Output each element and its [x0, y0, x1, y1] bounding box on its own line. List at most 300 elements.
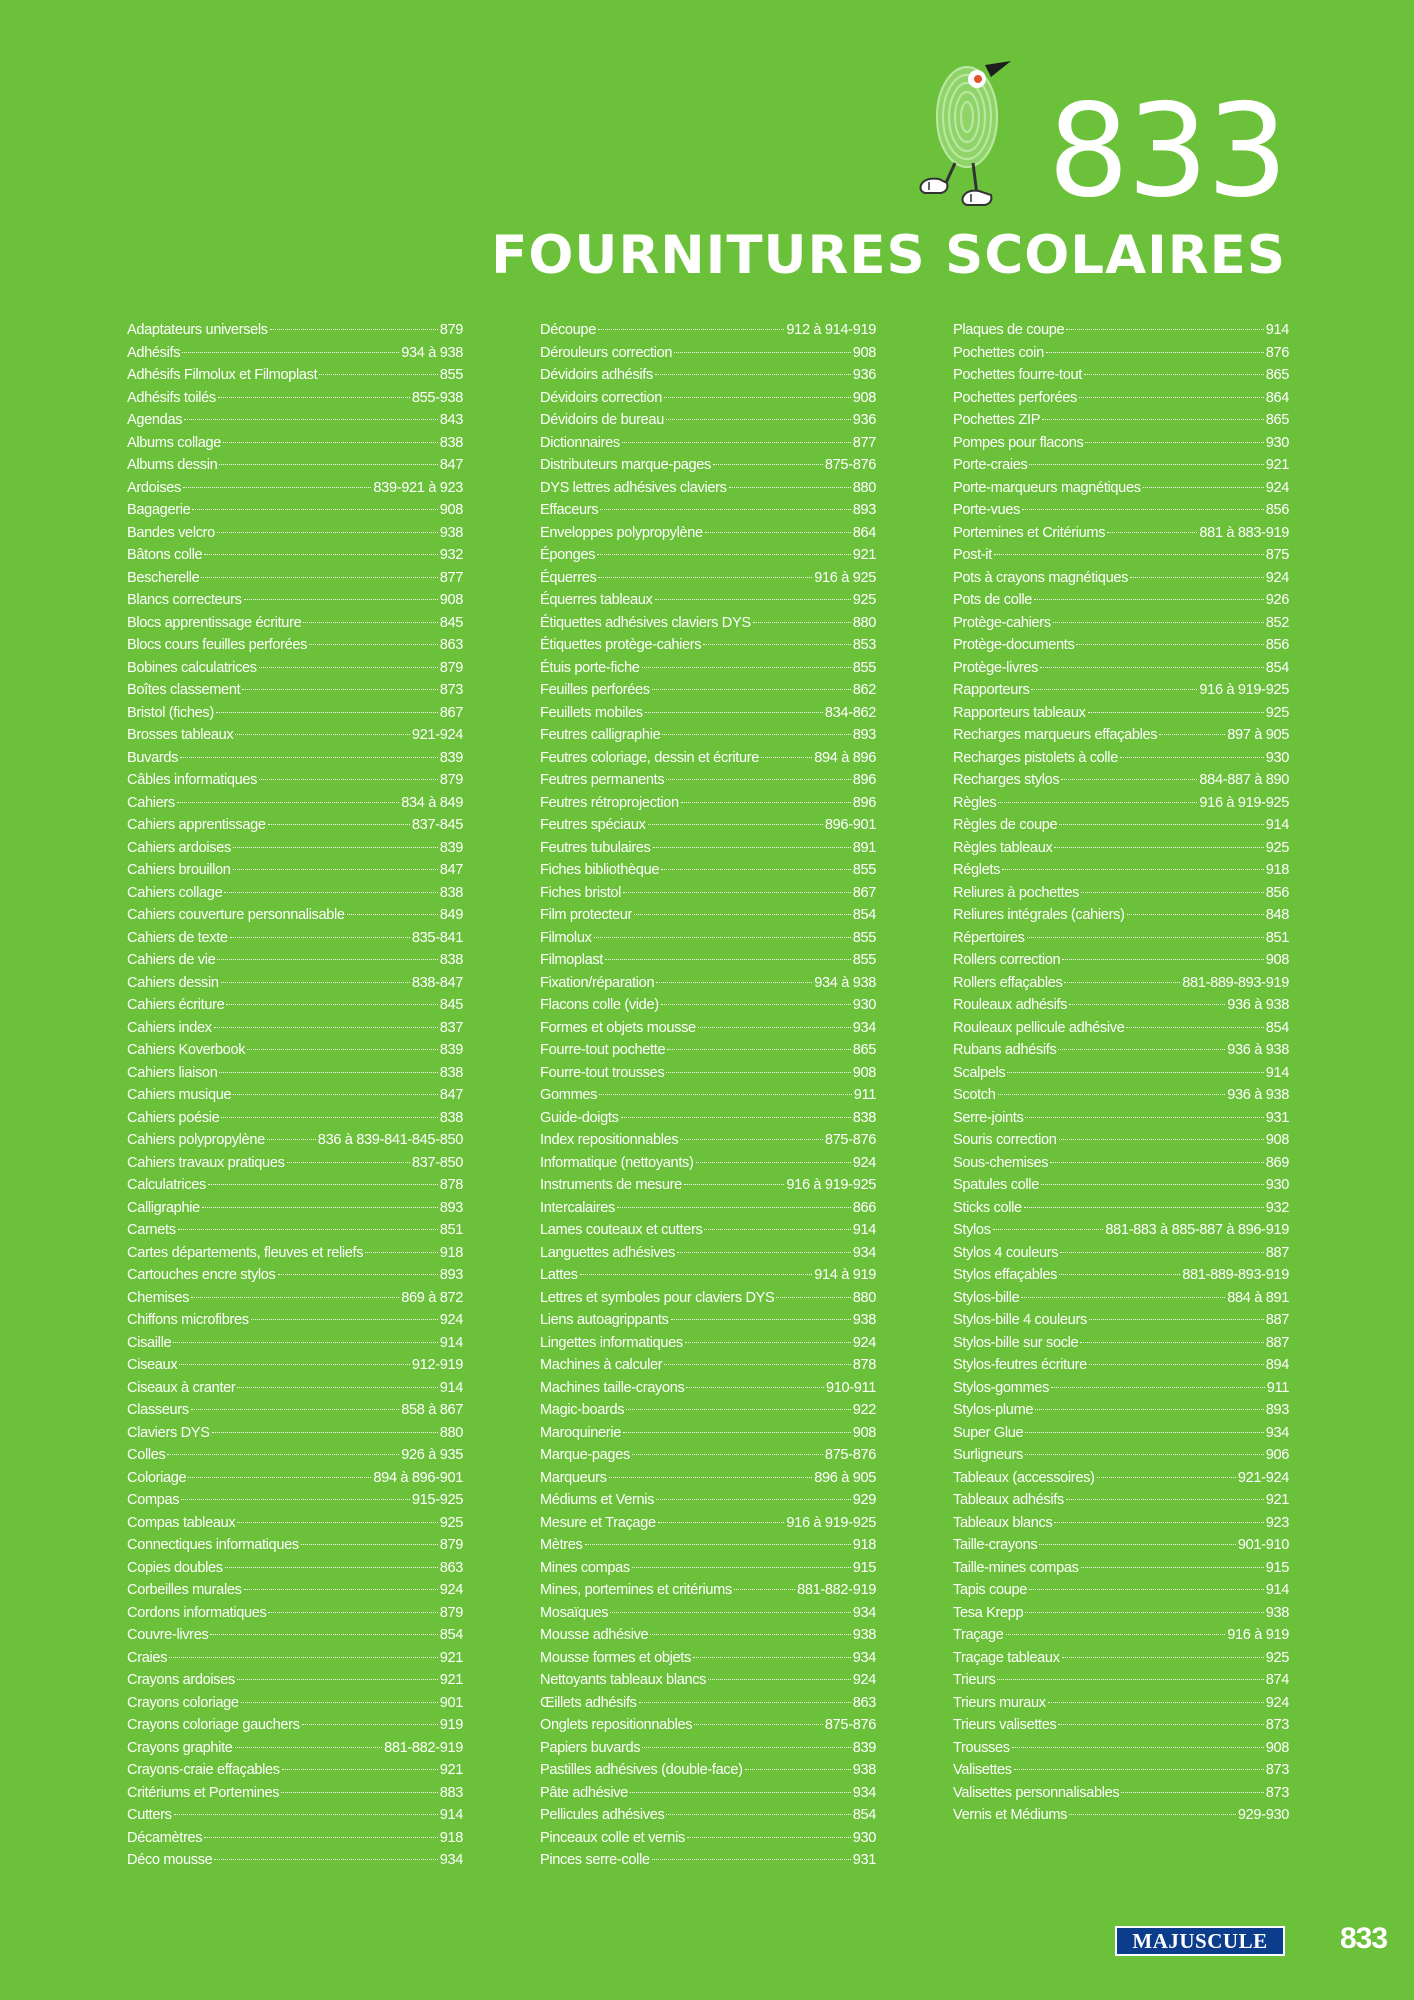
- dot-leader: [244, 1589, 438, 1590]
- index-entry-pages: 847: [439, 862, 463, 878]
- dot-leader: [191, 1409, 399, 1410]
- index-entry-label: Recharges pistolets à colle: [953, 749, 1118, 766]
- index-entry-pages: 852: [1265, 614, 1289, 631]
- index-entry: [953, 1467, 1289, 1490]
- index-entry: [540, 1512, 876, 1535]
- index-entry-label: Fiches bibliothèque: [540, 862, 660, 878]
- dot-leader: [1034, 599, 1264, 600]
- index-entry-pages: 838: [439, 952, 463, 968]
- index-entry-label: Ardoises: [127, 479, 181, 496]
- index-entry: [127, 972, 463, 995]
- index-entry-label: Cahiers écriture: [127, 997, 225, 1013]
- index-entry: [953, 837, 1289, 860]
- index-entry-pages: 916 à 919-925: [786, 1514, 876, 1531]
- dot-leader: [622, 442, 851, 443]
- index-entry: [540, 927, 876, 950]
- index-entry-label: Cahiers poésie: [127, 1109, 220, 1126]
- index-entry: [540, 1264, 876, 1287]
- dot-leader: [303, 622, 437, 623]
- index-entry-pages: 834 à 849: [401, 794, 463, 811]
- index-entry: [540, 1489, 876, 1512]
- index-entry-label: Lames couteaux et cutters: [540, 1222, 703, 1238]
- dot-leader: [214, 1859, 437, 1860]
- index-entry-label: Tapis coupe: [953, 1582, 1028, 1598]
- index-entry-label: Colles: [127, 1447, 166, 1463]
- index-entry: [127, 387, 463, 410]
- index-entry: [953, 1489, 1289, 1512]
- dot-leader: [235, 734, 410, 735]
- dot-leader: [1042, 419, 1264, 420]
- dot-leader: [708, 1679, 851, 1680]
- index-entry-pages: 915: [1265, 1559, 1289, 1576]
- index-entry: [540, 702, 876, 725]
- index-entry: [540, 1669, 876, 1692]
- dot-leader: [597, 554, 851, 555]
- dot-leader: [184, 419, 438, 420]
- index-entry-label: Feutres tubulaires: [540, 839, 651, 856]
- fingerprint-bird-mascot-icon: [915, 55, 1025, 215]
- dot-leader: [179, 1364, 410, 1365]
- index-entry-label: Trieurs: [953, 1672, 996, 1688]
- dot-leader: [1085, 442, 1263, 443]
- dot-leader: [202, 1207, 438, 1208]
- dot-leader: [365, 1252, 438, 1253]
- dot-leader: [221, 982, 410, 983]
- index-entry-label: Cisaille: [127, 1334, 172, 1351]
- index-entry: [953, 1062, 1289, 1085]
- index-entry-pages: 912 à 914-919: [786, 322, 876, 338]
- dot-leader: [664, 397, 851, 398]
- index-entry-label: Valisettes: [953, 1762, 1012, 1778]
- index-entry-pages: 887: [1265, 1244, 1289, 1261]
- dot-leader: [1029, 464, 1263, 465]
- index-entry-pages: 855: [439, 367, 463, 383]
- index-entry-pages: 854: [852, 1807, 876, 1823]
- brand-logo: MAJUSCULE: [1115, 1926, 1285, 1956]
- index-entry-label: Index repositionnables: [540, 1132, 679, 1148]
- index-entry: [953, 972, 1289, 995]
- index-entry-pages: 932: [439, 547, 463, 563]
- index-entry: [127, 1624, 463, 1647]
- index-entry-pages: 839-921 à 923: [373, 479, 463, 496]
- index-entry-pages: 878: [852, 1357, 876, 1373]
- dot-leader: [648, 824, 823, 825]
- dot-leader: [1066, 1499, 1264, 1500]
- index-entry: [127, 859, 463, 882]
- dot-leader: [1031, 689, 1197, 690]
- dot-leader: [278, 1274, 438, 1275]
- index-entry-label: Bobines calculatrices: [127, 659, 257, 676]
- dot-leader: [1025, 1612, 1263, 1613]
- index-entry-pages: 921: [439, 1672, 463, 1688]
- index-entry-label: Super Glue: [953, 1424, 1024, 1441]
- dot-leader: [188, 1477, 371, 1478]
- index-entry: [953, 1219, 1289, 1242]
- dot-leader: [621, 1117, 851, 1118]
- dot-leader: [1079, 397, 1264, 398]
- index-entry-pages: 918: [439, 1244, 463, 1261]
- index-entry-pages: 865: [852, 1042, 876, 1058]
- index-entry: [127, 1759, 463, 1782]
- index-entry: [953, 319, 1289, 342]
- index-entry-pages: 847: [439, 457, 463, 473]
- index-entry-label: Craies: [127, 1649, 168, 1666]
- index-entry-label: Cahiers polypropylène: [127, 1132, 265, 1148]
- index-entry-label: Pâte adhésive: [540, 1784, 628, 1801]
- index-entry: [540, 364, 876, 387]
- index-entry-label: Coloriage: [127, 1469, 187, 1486]
- index-entry: [127, 1804, 463, 1827]
- index-entry: [127, 1782, 463, 1805]
- index-entry: [127, 1422, 463, 1445]
- dot-leader: [639, 1702, 851, 1703]
- index-entry: [127, 837, 463, 860]
- index-entry: [540, 1152, 876, 1175]
- dot-leader: [235, 1747, 383, 1748]
- index-entry-label: Calculatrices: [127, 1177, 206, 1193]
- index-entry-label: Cahiers collage: [127, 884, 223, 901]
- index-entry: [953, 1287, 1289, 1310]
- dot-leader: [177, 802, 399, 803]
- dot-leader: [270, 329, 438, 330]
- index-entry-label: Lingettes informatiques: [540, 1334, 683, 1351]
- index-entry-label: Mousse adhésive: [540, 1627, 649, 1643]
- index-entry-pages: 911: [853, 1087, 876, 1103]
- dot-leader: [1059, 1274, 1180, 1275]
- index-entry-pages: 925: [1265, 704, 1289, 721]
- index-entry-label: Crayons ardoises: [127, 1672, 235, 1688]
- dot-leader: [761, 757, 812, 758]
- index-entry: [953, 1647, 1289, 1670]
- index-entry-pages: 837-845: [411, 817, 463, 833]
- index-entry-pages: 877: [852, 434, 876, 451]
- index-column: [127, 319, 463, 1879]
- index-entry-pages: 914 à 919: [814, 1267, 876, 1283]
- index-entry-pages: 855: [852, 952, 876, 968]
- index-entry: [127, 882, 463, 905]
- dot-leader: [1088, 712, 1264, 713]
- index-entry-pages: 897 à 905: [1227, 727, 1289, 743]
- index-entry: [127, 994, 463, 1017]
- index-entry-pages: 879: [439, 772, 463, 788]
- index-column: [953, 319, 1289, 1879]
- index-entry-label: Flacons colle (vide): [540, 997, 659, 1013]
- index-entry-label: Règles: [953, 794, 997, 811]
- index-entry-label: Dévidoirs correction: [540, 389, 662, 406]
- dot-leader: [1029, 1589, 1264, 1590]
- index-entry-label: Tableaux blancs: [953, 1514, 1053, 1531]
- dot-leader: [745, 1769, 851, 1770]
- index-entry-pages: 880: [852, 1289, 876, 1306]
- index-entry: [540, 1107, 876, 1130]
- index-entry: [953, 612, 1289, 635]
- index-entry-pages: 938: [852, 1627, 876, 1643]
- dot-leader: [666, 779, 850, 780]
- index-entry-pages: 873: [1265, 1784, 1289, 1801]
- index-entry-pages: 849: [439, 907, 463, 923]
- index-entry: [953, 1557, 1289, 1580]
- dot-leader: [655, 599, 851, 600]
- dot-leader: [680, 1139, 823, 1140]
- index-entry-pages: 931: [1265, 1109, 1289, 1126]
- index-entry-label: Tableaux (accessoires): [953, 1469, 1095, 1486]
- index-entry-pages: 839: [439, 749, 463, 766]
- dot-leader: [632, 1454, 823, 1455]
- dot-leader: [241, 1702, 438, 1703]
- dot-leader: [244, 599, 438, 600]
- index-entry-label: Ciseaux à cranter: [127, 1379, 236, 1396]
- index-entry-label: Recharges stylos: [953, 772, 1060, 788]
- dot-leader: [1035, 1409, 1264, 1410]
- index-entry-pages: 879: [439, 1604, 463, 1621]
- index-entry-pages: 914: [1265, 1582, 1289, 1598]
- dot-leader: [599, 1094, 852, 1095]
- index-entry-pages: 881-882-919: [384, 1739, 463, 1756]
- index-entry-label: Carnets: [127, 1222, 176, 1238]
- index-entry-label: Languettes adhésives: [540, 1244, 675, 1261]
- index-entry: [953, 1737, 1289, 1760]
- dot-leader: [666, 1072, 850, 1073]
- dot-leader: [1006, 1634, 1226, 1635]
- index-entry-label: Crayons coloriage: [127, 1694, 239, 1711]
- index-entry: [540, 724, 876, 747]
- index-entry: [540, 544, 876, 567]
- dot-leader: [656, 1499, 851, 1500]
- dot-leader: [580, 1274, 813, 1275]
- index-entry-pages: 881-889-893-919: [1182, 1267, 1289, 1283]
- index-entry-pages: 921-924: [1237, 1469, 1289, 1486]
- dot-leader: [191, 1297, 399, 1298]
- index-entry-pages: 918: [1265, 862, 1289, 878]
- index-entry-pages: 914: [439, 1379, 463, 1396]
- index-entry-label: Découpe: [540, 322, 596, 338]
- index-entry-pages: 932: [1265, 1199, 1289, 1216]
- index-entry-label: Valisettes personnalisables: [953, 1784, 1120, 1801]
- index-entry-pages: 875-876: [824, 1717, 876, 1733]
- index-entry-pages: 855: [852, 659, 876, 676]
- index-entry-pages: 893: [1265, 1402, 1289, 1418]
- index-entry-pages: 863: [852, 1694, 876, 1711]
- index-entry: [953, 1197, 1289, 1220]
- index-entry-label: DYS lettres adhésives claviers: [540, 479, 727, 496]
- index-entry: [953, 1377, 1289, 1400]
- index-entry-label: Fourre-tout pochette: [540, 1042, 666, 1058]
- index-entry-label: Pots de colle: [953, 592, 1033, 608]
- index-entry-pages: 916 à 919-925: [786, 1177, 876, 1193]
- index-entry-label: Cahiers couverture personnalisable: [127, 907, 345, 923]
- index-entry-pages: 921: [439, 1762, 463, 1778]
- dot-leader: [1051, 1387, 1265, 1388]
- index-entry-label: Cahiers Koverbook: [127, 1042, 246, 1058]
- index-entry: [540, 409, 876, 432]
- index-entry-pages: 934: [439, 1852, 463, 1868]
- index-entry: [540, 1242, 876, 1265]
- dot-leader: [642, 667, 851, 668]
- index-entry-pages: 908: [1265, 1739, 1289, 1756]
- index-entry-pages: 838-847: [411, 974, 463, 991]
- index-entry: [540, 454, 876, 477]
- dot-leader: [1059, 1139, 1264, 1140]
- index-entry: [127, 1579, 463, 1602]
- index-entry-label: Blocs cours feuilles perforées: [127, 637, 308, 653]
- index-entry-label: Protège-livres: [953, 659, 1039, 676]
- index-entry: [953, 859, 1289, 882]
- index-entry-pages: 934: [852, 1244, 876, 1261]
- index-entry-pages: 934: [1265, 1424, 1289, 1441]
- dot-leader: [661, 869, 851, 870]
- index-entry: [540, 1399, 876, 1422]
- index-entry-label: Rollers correction: [953, 952, 1061, 968]
- index-entry-label: Cahiers de texte: [127, 929, 228, 946]
- index-entry: [540, 1827, 876, 1850]
- index-entry-pages: 875-876: [824, 1132, 876, 1148]
- dot-leader: [667, 1049, 850, 1050]
- index-entry-pages: 908: [1265, 1132, 1289, 1148]
- index-entry-pages: 858 à 867: [401, 1402, 463, 1418]
- dot-leader: [204, 1837, 438, 1838]
- index-entry-pages: 934 à 938: [401, 344, 463, 361]
- index-entry-label: Crayons coloriage gauchers: [127, 1717, 300, 1733]
- index-entry-label: Chemises: [127, 1289, 190, 1306]
- index-entry-label: Boîtes classement: [127, 682, 241, 698]
- index-entry-label: Blocs apprentissage écriture: [127, 614, 302, 631]
- index-entry: [953, 634, 1289, 657]
- index-entry: [127, 792, 463, 815]
- index-entry-label: Taille-crayons: [953, 1537, 1038, 1553]
- index-entry-label: Bagagerie: [127, 502, 191, 518]
- index-entry-label: Mines compas: [540, 1559, 630, 1576]
- index-entry-pages: 881-883 à 885-887 à 896-919: [1105, 1222, 1289, 1238]
- dot-leader: [174, 1814, 438, 1815]
- index-entry-pages: 911: [1266, 1379, 1289, 1396]
- index-entry-label: Médiums et Vernis: [540, 1492, 655, 1508]
- index-entry: [540, 679, 876, 702]
- index-entry: [540, 1714, 876, 1737]
- index-entry: [953, 724, 1289, 747]
- dot-leader: [1130, 577, 1264, 578]
- dot-leader: [653, 847, 851, 848]
- index-entry-label: Post-it: [953, 547, 992, 563]
- dot-leader: [661, 1004, 851, 1005]
- index-entry-pages: 921: [852, 547, 876, 563]
- index-entry: [540, 432, 876, 455]
- dot-leader: [1081, 1567, 1264, 1568]
- index-entry-pages: 916 à 919: [1227, 1627, 1289, 1643]
- index-entry: [953, 567, 1289, 590]
- dot-leader: [626, 1409, 850, 1410]
- dot-leader: [1059, 824, 1263, 825]
- dot-leader: [1050, 1162, 1263, 1163]
- index-entry-pages: 938: [439, 524, 463, 541]
- index-entry-pages: 838: [852, 1109, 876, 1126]
- dot-leader: [655, 374, 851, 375]
- dot-leader: [687, 1837, 851, 1838]
- index-entry-pages: 908: [852, 1064, 876, 1081]
- dot-leader: [223, 442, 438, 443]
- index-entry-label: Crayons graphite: [127, 1739, 233, 1756]
- index-entry-pages: 921: [1265, 1492, 1289, 1508]
- index-entry-pages: 930: [1265, 1177, 1289, 1193]
- index-entry-pages: 838: [439, 1109, 463, 1126]
- index-entry: [127, 319, 463, 342]
- index-entry-pages: 838: [439, 1064, 463, 1081]
- index-entry-label: Buvards: [127, 749, 179, 766]
- index-entry-pages: 869: [1265, 1154, 1289, 1171]
- index-entry-pages: 893: [439, 1199, 463, 1216]
- index-entry-pages: 893: [852, 727, 876, 743]
- index-entry-pages: 881-882-919: [797, 1582, 876, 1598]
- dot-leader: [237, 1679, 438, 1680]
- dot-leader: [347, 914, 438, 915]
- index-entry-pages: 851: [1265, 929, 1289, 946]
- index-entry-pages: 934: [852, 1649, 876, 1666]
- index-entry-pages: 854: [1265, 659, 1289, 676]
- index-entry-pages: 906: [1265, 1447, 1289, 1463]
- index-entry-pages: 864: [1265, 389, 1289, 406]
- dot-leader: [214, 1027, 438, 1028]
- index-entry: [953, 364, 1289, 387]
- index-entry: [540, 387, 876, 410]
- index-entry-label: Décamètres: [127, 1829, 203, 1846]
- index-entry: [540, 657, 876, 680]
- index-entry-pages: 914: [1265, 1064, 1289, 1081]
- index-entry: [953, 1692, 1289, 1715]
- index-entry-pages: 925: [439, 1514, 463, 1531]
- dot-leader: [598, 329, 784, 330]
- index-entry-label: Serre-joints: [953, 1109, 1024, 1126]
- index-entry-pages: 914: [1265, 322, 1289, 338]
- index-entry-pages: 936: [852, 367, 876, 383]
- index-entry-label: Adaptateurs universels: [127, 322, 268, 338]
- index-entry: [127, 657, 463, 680]
- index-entry-pages: 896: [852, 794, 876, 811]
- index-entry-pages: 880: [852, 479, 876, 496]
- dot-leader: [169, 1657, 438, 1658]
- index-entry-label: Sous-chemises: [953, 1154, 1049, 1171]
- dot-leader: [1053, 622, 1264, 623]
- dot-leader: [1048, 1702, 1264, 1703]
- index-entry-label: Pochettes coin: [953, 344, 1044, 361]
- dot-leader: [224, 892, 437, 893]
- index-entry: [127, 634, 463, 657]
- index-entry: [540, 1444, 876, 1467]
- index-entry: [540, 904, 876, 927]
- index-entry: [127, 949, 463, 972]
- index-entry-pages: 855: [852, 929, 876, 946]
- index-entry: [540, 342, 876, 365]
- index-entry-label: Blancs correcteurs: [127, 592, 242, 608]
- index-entry: [953, 1669, 1289, 1692]
- index-entry-label: Lattes: [540, 1267, 578, 1283]
- dot-leader: [1069, 1814, 1236, 1815]
- index-entry-pages: 901: [439, 1694, 463, 1711]
- index-entry: [953, 1084, 1289, 1107]
- dot-leader: [1002, 869, 1264, 870]
- dot-leader: [658, 1522, 785, 1523]
- dot-leader: [267, 1139, 316, 1140]
- dot-leader: [703, 644, 850, 645]
- index-entry-pages: 908: [852, 344, 876, 361]
- index-entry: [953, 1714, 1289, 1737]
- index-entry: [953, 522, 1289, 545]
- index-entry: [127, 1849, 463, 1872]
- dot-leader: [642, 1747, 850, 1748]
- index-entry-label: Tesa Krepp: [953, 1604, 1024, 1621]
- dot-leader: [1058, 1724, 1263, 1725]
- index-entry-label: Mousse formes et objets: [540, 1649, 691, 1666]
- dot-leader: [319, 374, 437, 375]
- index-entry-pages: 921: [439, 1649, 463, 1666]
